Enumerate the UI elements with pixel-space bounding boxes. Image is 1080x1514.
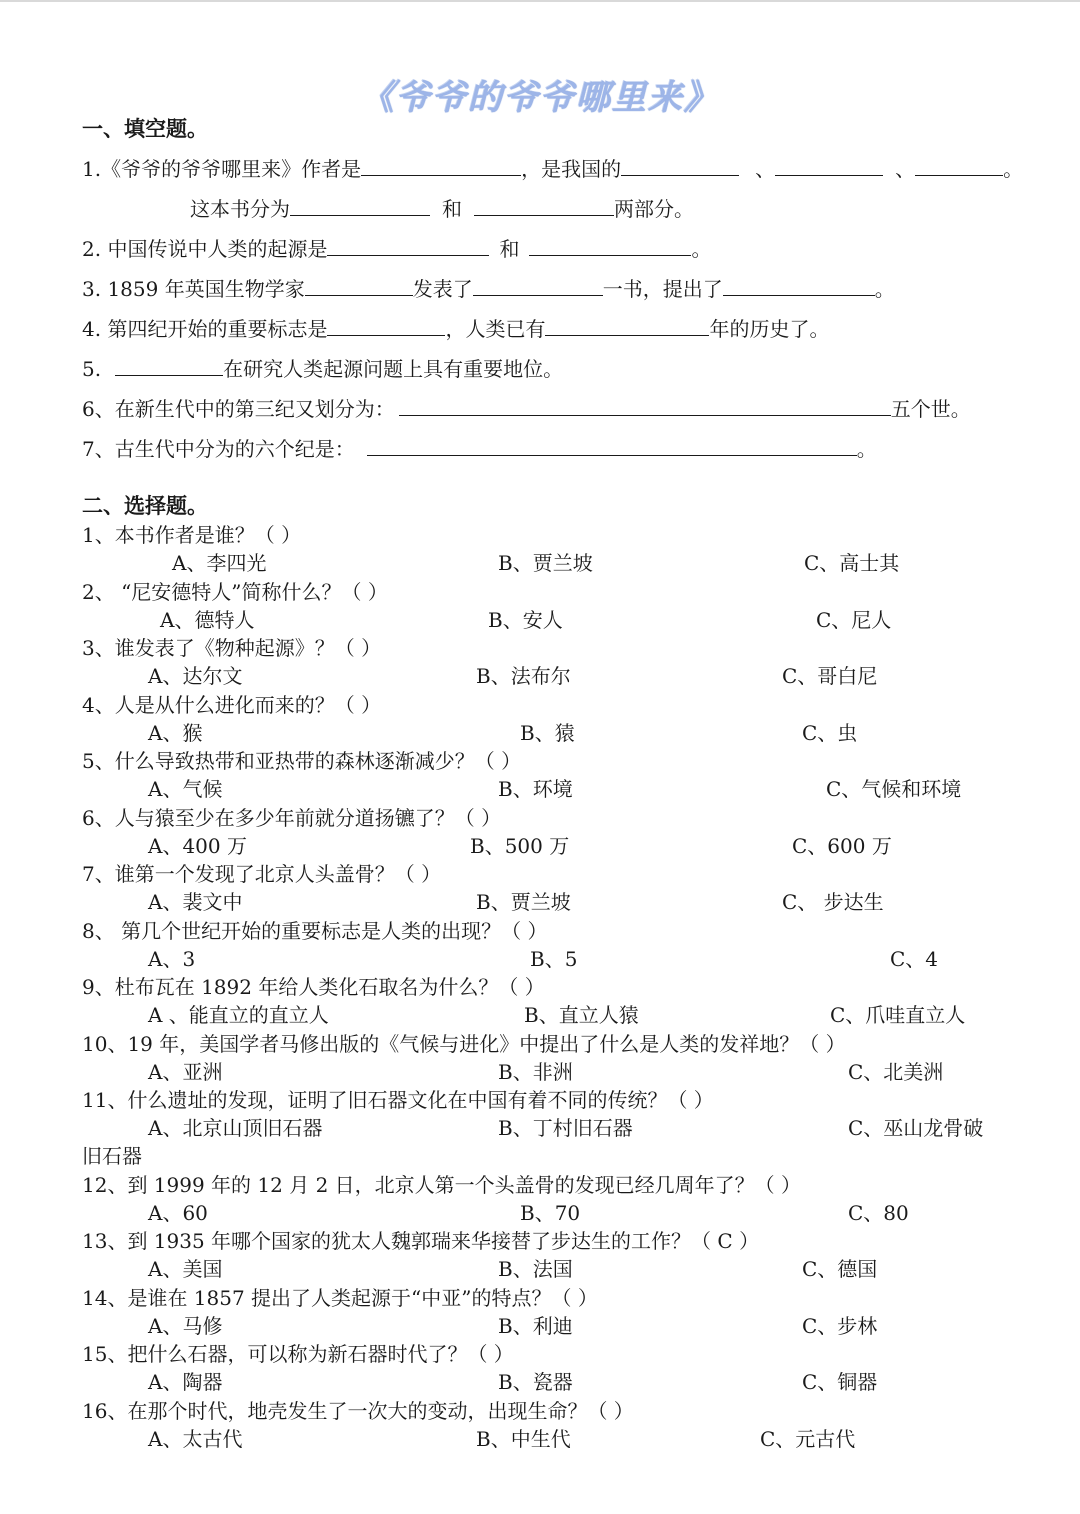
option-b[interactable]: B、利迪 <box>498 1314 573 1338</box>
q3-text-2: 发表了 <box>412 277 473 301</box>
answer-blank[interactable] <box>621 155 739 176</box>
choice-question: 2、 “尼安德特人”简称什么？（ ） <box>82 580 388 604</box>
q4-text: 4. 第四纪开始的重要标志是 <box>82 317 328 341</box>
fill-question-7 <box>82 433 877 462</box>
option-a[interactable]: A、马修 <box>148 1314 223 1338</box>
q4-end: 年的历史了。 <box>709 317 830 341</box>
answer-blank[interactable] <box>529 235 691 256</box>
choice-question: 14、是谁在 1857 提出了人类起源于“中亚”的特点？（ ） <box>82 1286 598 1310</box>
top-border <box>0 0 1080 2</box>
choice-question: 13、到 1935 年哪个国家的犹太人魏郭瑞来华接替了步达生的工作？（ C ） <box>82 1229 760 1253</box>
fill-question-2 <box>82 233 711 262</box>
q6-text: 6、在新生代中的第三纪又划分为： <box>82 397 395 421</box>
q2-text: 2. 中国传说中人类的起源是 <box>82 237 328 261</box>
answer-blank[interactable] <box>474 195 614 216</box>
option-a[interactable]: A、60 <box>148 1201 208 1225</box>
option-c[interactable]: C、铜器 <box>802 1370 878 1394</box>
period: 。 <box>1003 157 1024 181</box>
section2-heading: 二、选择题。 <box>82 493 208 518</box>
option-c-continuation: 旧石器 <box>82 1144 142 1168</box>
option-a[interactable]: A、猴 <box>148 721 203 745</box>
option-c[interactable]: C、4 <box>890 947 939 971</box>
fill-question-4 <box>82 313 829 342</box>
answer-blank[interactable] <box>723 275 875 296</box>
period: 。 <box>691 237 712 261</box>
fill-question-3 <box>82 273 895 302</box>
separator: 、 <box>895 157 916 181</box>
choice-question: 9、杜布瓦在 1892 年给人类化石取名为什么？（ ） <box>82 975 545 999</box>
option-a[interactable]: A、亚洲 <box>148 1060 223 1084</box>
option-b[interactable]: B、猿 <box>520 721 575 745</box>
choice-question: 12、到 1999 年的 12 月 2 日，北京人第一个头盖骨的发现已经几周年了？（ ） <box>82 1173 802 1197</box>
option-b[interactable]: B、法布尔 <box>476 664 571 688</box>
option-a[interactable]: A、气候 <box>148 777 223 801</box>
option-c[interactable]: C、元古代 <box>760 1427 856 1451</box>
option-b[interactable]: B、环境 <box>498 777 573 801</box>
option-a[interactable]: A、德特人 <box>160 608 255 632</box>
q3-text-3: 一书，提出了 <box>602 277 723 301</box>
option-a[interactable]: A、3 <box>148 947 196 971</box>
option-c[interactable]: C、80 <box>848 1201 909 1225</box>
section1-heading: 一、填空题。 <box>82 116 208 141</box>
option-c[interactable]: C、步林 <box>802 1314 878 1338</box>
option-c[interactable]: C、德国 <box>802 1257 878 1281</box>
period: 。 <box>874 277 895 301</box>
fill-question-6 <box>82 393 971 422</box>
option-a[interactable]: A、400 万 <box>148 834 247 858</box>
answer-blank[interactable] <box>327 235 489 256</box>
option-b[interactable]: B、瓷器 <box>498 1370 573 1394</box>
fill-question-5 <box>82 353 563 382</box>
answer-blank[interactable] <box>115 355 223 376</box>
answer-blank[interactable] <box>545 315 709 336</box>
option-a[interactable]: A、美国 <box>148 1257 223 1281</box>
option-b[interactable]: B、直立人猿 <box>524 1003 639 1027</box>
answer-blank[interactable] <box>305 275 413 296</box>
choice-question: 16、在那个时代，地壳发生了一次大的变动，出现生命？（ ） <box>82 1399 634 1423</box>
option-b[interactable]: B、非洲 <box>498 1060 573 1084</box>
page-title: 《爷爷的爷爷哪里来》 <box>360 78 720 118</box>
option-a[interactable]: A、太古代 <box>148 1427 243 1451</box>
answer-blank[interactable] <box>327 315 445 336</box>
choice-question: 6、人与猿至少在多少年前就分道扬镳了？（ ） <box>82 806 502 830</box>
answer-blank[interactable] <box>367 435 857 456</box>
and-text: 和 <box>442 197 462 221</box>
and-text: 和 <box>499 237 520 261</box>
q7-text: 7、古生代中分为的六个纪是： <box>82 437 355 461</box>
answer-blank[interactable] <box>775 155 883 176</box>
option-b[interactable]: B、中生代 <box>476 1427 571 1451</box>
option-c[interactable]: C、爪哇直立人 <box>830 1003 966 1027</box>
option-c[interactable]: C、气候和环境 <box>826 777 962 801</box>
period: 。 <box>856 437 877 461</box>
q3-text: 3. 1859 年英国生物学家 <box>82 277 305 301</box>
choice-question: 4、人是从什么进化而来的？（ ） <box>82 693 382 717</box>
q1b-text: 这本书分为 <box>190 197 290 221</box>
q1-text-2: ，是我国的 <box>521 157 622 181</box>
option-a[interactable]: A、北京山顶旧石器 <box>148 1116 323 1140</box>
choice-question: 8、 第几个世纪开始的重要标志是人类的出现？（ ） <box>82 919 548 943</box>
option-c[interactable]: C、尼人 <box>816 608 892 632</box>
option-a[interactable]: A、达尔文 <box>148 664 243 688</box>
answer-blank[interactable] <box>399 395 891 416</box>
separator: 、 <box>755 157 776 181</box>
option-b[interactable]: B、丁村旧石器 <box>498 1116 633 1140</box>
answer-blank[interactable] <box>473 275 603 296</box>
q5-text: 在研究人类起源问题上具有重要地位。 <box>223 357 564 381</box>
choice-question: 3、谁发表了《物种起源》？（ ） <box>82 636 382 660</box>
answer-blank[interactable] <box>915 155 1003 176</box>
option-a[interactable]: A、陶器 <box>148 1370 223 1394</box>
fill-question-1 <box>82 153 1023 182</box>
fill-question-1b <box>190 193 694 222</box>
choice-question: 15、把什么石器，可以称为新石器时代了？（ ） <box>82 1342 514 1366</box>
choice-question: 7、谁第一个发现了北京人头盖骨？（ ） <box>82 862 442 886</box>
option-b[interactable]: B、5 <box>530 947 578 971</box>
q6-end: 五个世。 <box>890 397 971 421</box>
option-c[interactable]: C、巫山龙骨破 <box>848 1116 984 1140</box>
option-c[interactable]: C、虫 <box>802 721 858 745</box>
choice-question: 11、什么遗址的发现，证明了旧石器文化在中国有着不同的传统？（ ） <box>82 1088 714 1112</box>
option-c[interactable]: C、高士其 <box>804 551 900 575</box>
option-b[interactable]: B、70 <box>520 1201 581 1225</box>
option-c[interactable]: C、600 万 <box>792 834 892 858</box>
option-b[interactable]: B、法国 <box>498 1257 573 1281</box>
option-b[interactable]: B、贾兰坡 <box>476 890 571 914</box>
option-a[interactable]: A、李四光 <box>172 551 267 575</box>
q1b-end: 两部分。 <box>614 197 694 221</box>
choice-question: 5、什么导致热带和亚热带的森林逐渐减少？（ ） <box>82 749 522 773</box>
option-c[interactable]: C、哥白尼 <box>782 664 878 688</box>
option-c[interactable]: C、 步达生 <box>782 890 884 914</box>
choice-question: 10、19 年，美国学者马修出版的《气候与进化》中提出了什么是人类的发祥地？（ ） <box>82 1032 846 1056</box>
option-c[interactable]: C、北美洲 <box>848 1060 944 1084</box>
option-b[interactable]: B、安人 <box>488 608 563 632</box>
option-a[interactable]: A 、能直立的直立人 <box>148 1003 329 1027</box>
option-b[interactable]: B、500 万 <box>470 834 570 858</box>
q5-number: 5. <box>82 357 102 381</box>
q4-text-2: ，人类已有 <box>445 317 546 341</box>
option-b[interactable]: B、贾兰坡 <box>498 551 593 575</box>
choice-question: 1、本书作者是谁？（ ） <box>82 523 302 547</box>
option-a[interactable]: A、裴文中 <box>148 890 243 914</box>
answer-blank[interactable] <box>361 155 521 176</box>
answer-blank[interactable] <box>290 195 430 216</box>
q1-text: 1.《爷爷的爷爷哪里来》作者是 <box>82 157 362 181</box>
